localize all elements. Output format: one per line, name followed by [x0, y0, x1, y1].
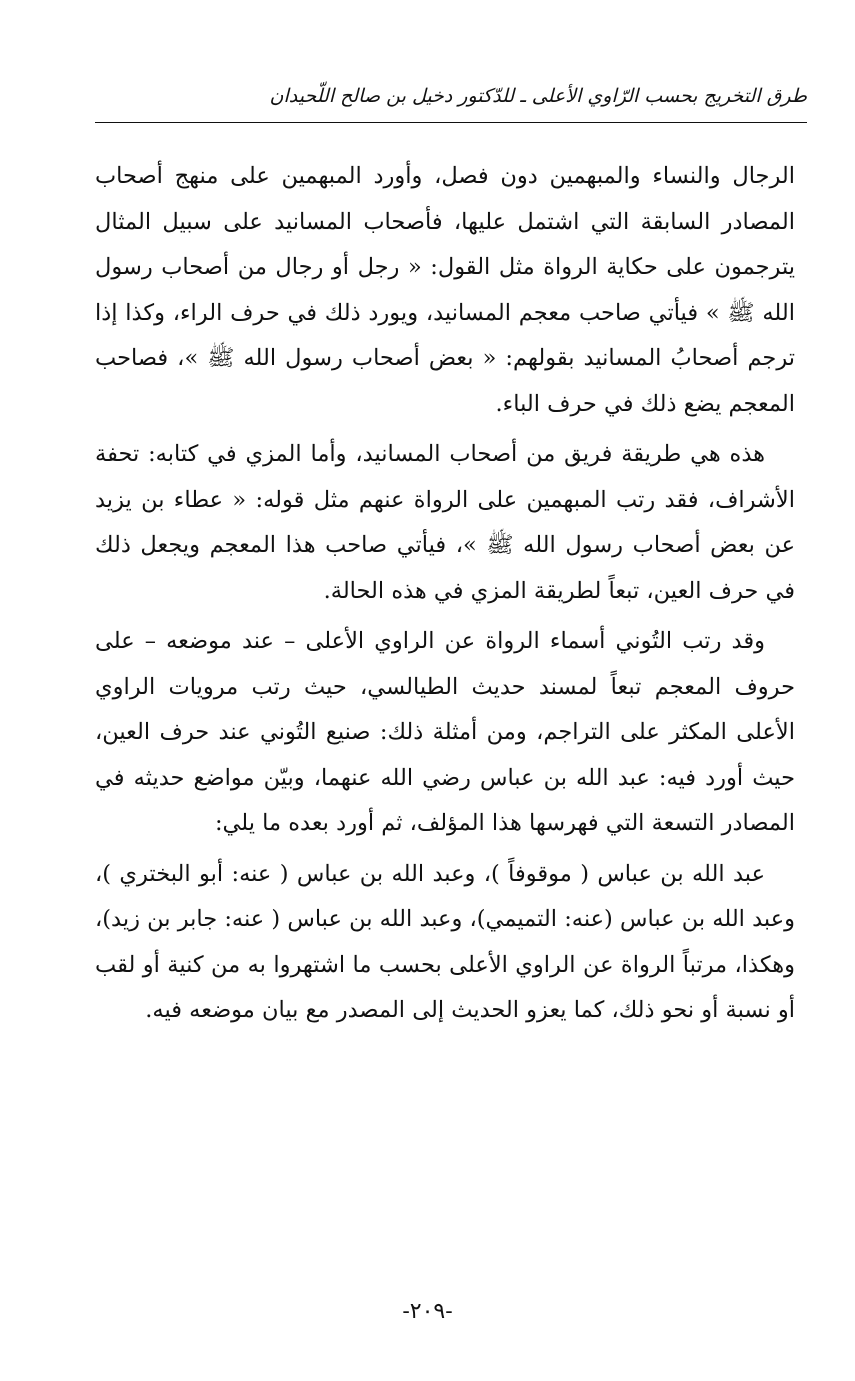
running-header: طرق التخريج بحسب الرّاوي الأعلى ـ للدّكتور دخيل بن صالح اللّحيدان — [269, 85, 807, 107]
header-divider — [95, 122, 807, 123]
page-number: -٢٠٩- — [402, 1299, 453, 1324]
paragraph: الرجال والنساء والمبهمين دون فصل، وأورد المبهمين على منهج أصحاب المصادر السابقة التي اشتمل عليها، فأصحاب المسانيد على سبيل المثال يترجمون على حكاية الرواة مثل القول: « رجل أو رجال من أصحاب رسول الله ﷺ » فيأتي صاحب معجم المسانيد، ويورد ذلك في حرف الراء، وكذا إذا ترجم أصحابُ المسانيد بقولهم: « بعض أصحاب رسول الله ﷺ »، فصاحب المعجم يضع ذلك في حرف الباء. — [95, 163, 795, 417]
body-text — [95, 154, 795, 1039]
paragraph: عبد الله بن عباس ( موقوفاً )، وعبد الله بن عباس ( عنه: أبو البختري )، وعبد الله بن عباس (عنه: التميمي)، وعبد الله بن عباس ( عنه: جابر بن زيد)، وهكذا، مرتباً الرواة عن الراوي الأعلى بحسب ما اشتهروا به من كنية أو لقب أو نسبة أو نحو ذلك، كما يعزو الحديث إلى المصدر مع بيان موضعه فيه. — [95, 860, 795, 1023]
paragraph: وقد رتب التُوني أسماء الرواة عن الراوي الأعلى – عند موضعه – على حروف المعجم تبعاً لمسند حديث الطيالسي، حيث رتب مرويات الراوي الأعلى المكثر على التراجم، ومن أمثلة ذلك: صنيع التُوني عند حرف العين، حيث أورد فيه: عبد الله بن عباس رضي الله عنهما، وبيّن مواضع حديثه في المصادر التسعة التي فهرسها هذا المؤلف، ثم أورد بعده ما يلي: — [95, 628, 795, 836]
paragraph: هذه هي طريقة فريق من أصحاب المسانيد، وأما المزي في كتابه: تحفة الأشراف، فقد رتب المبهمين على الرواة عنهم مثل قوله: « عطاء بن يزيد عن بعض أصحاب رسول الله ﷺ »، فيأتي صاحب هذا المعجم ويجعل ذلك في حرف العين، تبعاً لطريقة المزي في هذه الحالة. — [95, 441, 795, 604]
